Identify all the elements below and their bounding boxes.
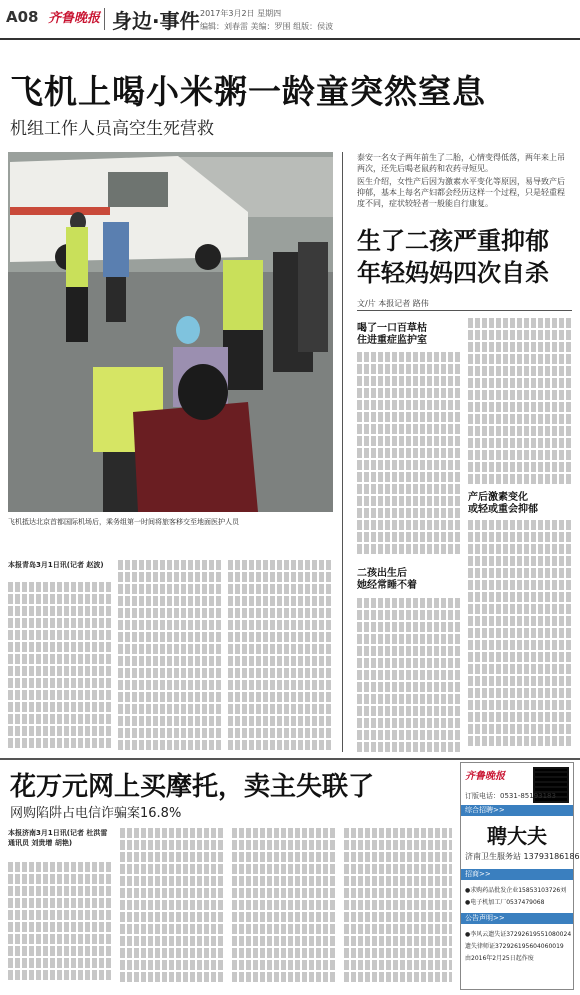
newspaper-logo: 齐鲁晚报 — [48, 11, 101, 26]
story2-body-col1a — [357, 352, 462, 562]
ad-item-4: 遗失律师证372926195604060019 — [465, 943, 564, 950]
ad-item-1: ●求购药品批发企业15853103726刘 — [465, 887, 567, 894]
story2-subhead-2 — [357, 568, 417, 592]
ad-org — [465, 851, 580, 862]
classified-ad-box — [460, 762, 580, 990]
ad-logo: 齐鲁晚报 — [465, 771, 505, 782]
subhead-3-line1: 产后激素变化 — [468, 492, 528, 503]
story2-byline: 文/片 本报记者 路伟 — [357, 299, 429, 308]
story3-dateline: 本报济南3月1日讯(记者 杜洪雷 通讯员 刘贵增 胡艳) — [8, 829, 108, 847]
ad-phone: 订版电话：0531-85193183 — [465, 792, 556, 800]
ad-item-3: ●李风云遗失证37292619551080024 — [465, 931, 572, 938]
teaser-paragraph-2: 医生介绍，女性产后因为激素水平变化等原因，易导致产后抑郁，基本上每名产妇都会经历这样一个过程，只是轻重程度不同，症状较轻者一般能自行康复。 — [357, 177, 565, 208]
editor-credits: 编辑：刘春雷 美编：罗围 组版：侯波 — [200, 22, 334, 31]
story2-headline — [357, 225, 549, 289]
story2-body-col2b — [468, 520, 573, 752]
teaser-paragraph-1: 泰安一名女子两年前生了二胎，心情变得低落，两年来上吊两次，还先后喝老鼠药和农药寻短见。 — [357, 153, 565, 173]
ad-item-5: 由2016年2月25日起作废 — [465, 955, 534, 962]
column-divider — [342, 152, 343, 752]
subhead-1-line2: 住进重症监护室 — [357, 335, 427, 346]
section-divider — [0, 758, 580, 760]
story2-body-col2a — [468, 318, 573, 488]
story1-dateline: 本报青岛3月1日讯(记者 赵波) — [8, 561, 104, 569]
story2-subhead-1 — [357, 323, 427, 347]
news-photo — [8, 152, 333, 512]
story2-subhead-3 — [468, 492, 538, 516]
main-subhead: 机组工作人员高空生死营救 — [10, 119, 214, 139]
subhead-2-line1: 二孩出生后 — [357, 568, 407, 579]
story3-body-col1 — [8, 862, 113, 990]
story2-teaser — [357, 152, 572, 211]
ad-bar-business: 招商>> — [461, 869, 573, 880]
story3-body-col4 — [344, 828, 452, 990]
ad-bar-notice: 公告声明>> — [461, 913, 573, 924]
date-line: 2017年3月2日 星期四 — [200, 9, 282, 18]
story1-body-col2 — [118, 560, 223, 752]
subhead-2-line2: 她经常睡不着 — [357, 580, 417, 591]
page-header — [0, 0, 580, 40]
story3-body-col2 — [120, 828, 225, 990]
ad-org-phone: 13793186186 — [523, 852, 580, 861]
story3-subhead: 网购陷阱占电信诈骗案16.8% — [10, 806, 182, 821]
photo-illustration — [8, 152, 333, 512]
ad-org-name: 济南卫生服务站 — [465, 852, 521, 861]
photo-caption: 飞机抵达北京首都国际机场后，乘务组第一时间将旅客移交至地面医护人员 — [8, 518, 239, 526]
header-divider — [104, 8, 105, 30]
story2-headline-line2: 年轻妈妈四次自杀 — [357, 259, 549, 287]
page-number: A08 — [6, 8, 39, 26]
story3-headline: 花万元网上买摩托，卖主失联了 — [10, 772, 375, 802]
subhead-1-line1: 喝了一口百草枯 — [357, 323, 427, 334]
story1-body-col3 — [228, 560, 333, 752]
story2-headline-line1: 生了二孩严重抑郁 — [357, 227, 549, 255]
ad-bar-recruit: 综合招聘>> — [461, 805, 573, 816]
ad-headline: 聘大夫 — [487, 824, 547, 848]
section-title: 身边·事件 — [112, 9, 200, 33]
ad-item-2: ●电子机加工厂0537479068 — [465, 899, 545, 906]
main-headline: 飞机上喝小米粥一龄童突然窒息 — [10, 72, 486, 111]
subhead-3-line2: 或轻或重会抑郁 — [468, 504, 538, 515]
story2-body-col1b — [357, 598, 462, 752]
byline-rule — [357, 310, 572, 311]
story3-body-col3 — [232, 828, 337, 990]
story1-body-col1 — [8, 582, 113, 752]
